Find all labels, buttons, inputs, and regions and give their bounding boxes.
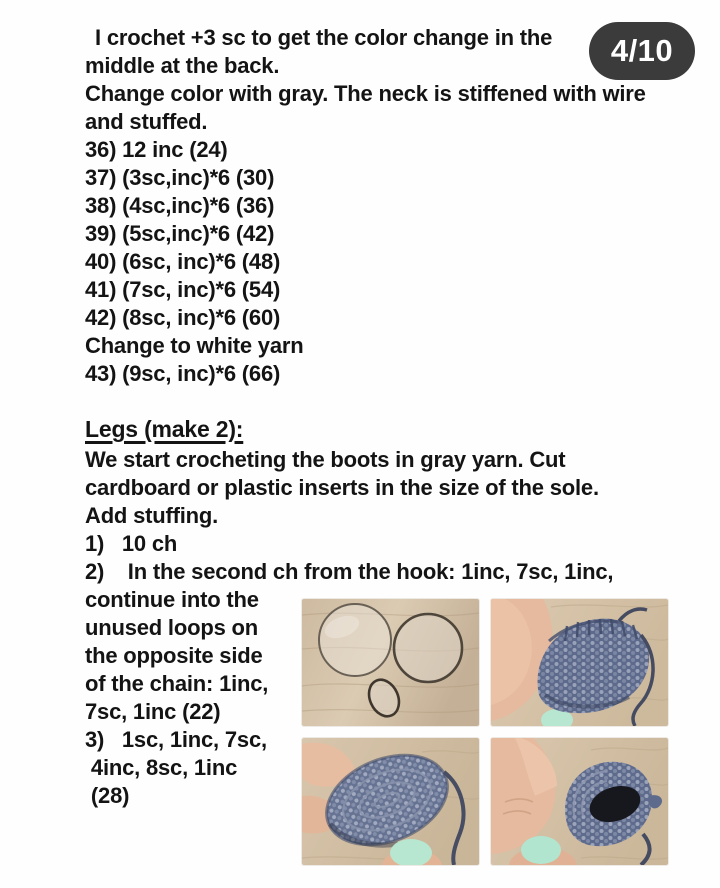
text-line: Change to white yarn — [85, 333, 304, 358]
legs-intro-paragraph: We start crocheting the boots in gray yarn. Cut cardboard or plastic inserts in the size of the sole. Add stuffing. — [85, 447, 599, 528]
text-line: 36) 12 inc (24) — [85, 137, 228, 162]
text-line: 41) (7sc, inc)*6 (54) — [85, 277, 281, 302]
text-line: 39) (5sc,inc)*6 (42) — [85, 221, 275, 246]
text-line: unused loops on — [85, 615, 258, 640]
photo-crocheted-sole — [302, 738, 479, 865]
photo-boot-side — [491, 599, 668, 726]
text-line: the opposite side — [85, 643, 263, 668]
neck-round-list — [85, 136, 665, 388]
legs-round-2-first-line: 2) In the second ch from the hook: 1inc, 7sc, 1inc, — [85, 559, 614, 584]
text-line: 37) (3sc,inc)*6 (30) — [85, 165, 275, 190]
text-line: 38) (4sc,inc)*6 (36) — [85, 193, 275, 218]
neck-intro-paragraph-1: I crochet +3 sc to get the color change in the middle at the back. — [85, 25, 553, 78]
photo-boot-opening — [491, 738, 668, 865]
text-line: 4inc, 8sc, 1inc — [85, 755, 238, 780]
plastic-disc-large-right — [394, 614, 462, 682]
boot-side-illustration — [491, 599, 668, 726]
crocheted-sole-illustration — [302, 738, 479, 865]
text-line: 43) (9sc, inc)*6 (66) — [85, 361, 281, 386]
text-line: 40) (6sc, inc)*6 (48) — [85, 249, 281, 274]
plastic-disc-large-left — [319, 604, 391, 676]
text-line: 42) (8sc, inc)*6 (60) — [85, 305, 281, 330]
text-line: 7sc, 1inc (22) — [85, 699, 221, 724]
plastic-inserts-illustration — [302, 599, 479, 726]
text-line: of the chain: 1inc, — [85, 671, 269, 696]
photo-plastic-inserts — [302, 599, 479, 726]
photo-grid — [302, 599, 668, 865]
legs-section-heading: Legs (make 2): — [85, 416, 244, 442]
boot-opening-illustration — [491, 738, 668, 865]
neck-intro-paragraph-2: Change color with gray. The neck is stiffened with wire and stuffed. — [85, 81, 646, 134]
text-line: continue into the — [85, 587, 259, 612]
mint-thumbnail — [521, 836, 561, 864]
text-line: (28) — [85, 783, 130, 808]
legs-round-1: 1) 10 ch — [85, 531, 178, 556]
text-line: 3) 1sc, 1inc, 7sc, — [85, 727, 267, 752]
page-number-badge: 4/10 — [589, 22, 695, 80]
